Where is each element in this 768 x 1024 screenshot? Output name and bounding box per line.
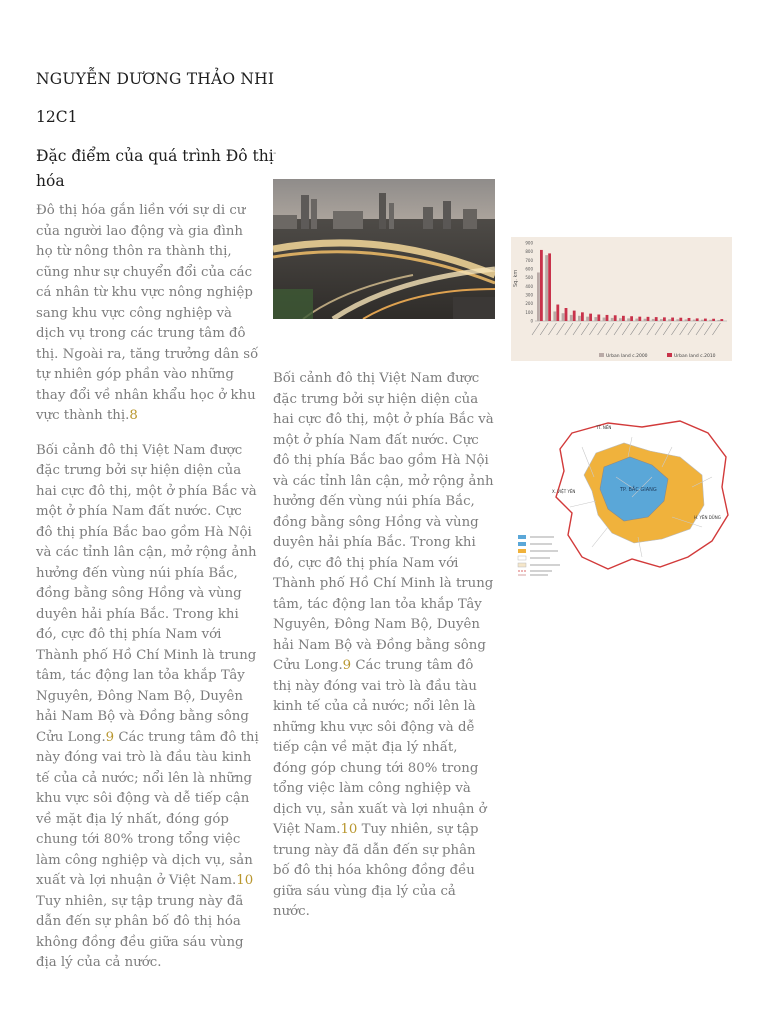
map-label-east: H. YÊN DŨNG <box>694 515 721 520</box>
paragraph-text: Các trung tâm đô thị này đóng vai trò là đầu tàu kinh tế của cả nước; nổi lên là những khu vực sôi động và dễ tiếp cận về mặt địa lý nhất, đóng góp chung tới 80% trong tổng việc làm công nghiệp và dịch vụ, sản xuất và lợi nhuận ở Việt Nam. <box>36 729 259 888</box>
legend-swatch-core <box>518 535 526 539</box>
chart-bar-2010 <box>573 311 576 321</box>
citation-link[interactable]: 9 <box>105 729 115 745</box>
city-photo-art <box>273 179 495 319</box>
chart-xtick-mark <box>663 323 671 335</box>
chart-bar-2000 <box>635 319 638 321</box>
paragraph-urban-poles-repeat <box>273 369 495 923</box>
chart-xtick-mark <box>573 323 581 335</box>
chart-ytick-label: 700 <box>525 257 533 263</box>
paragraph-urban-poles <box>36 441 262 974</box>
chart-xtick-mark <box>688 323 696 335</box>
chart-bar-2000 <box>562 313 565 321</box>
chart-xtick-mark <box>532 323 540 335</box>
chart-bars <box>532 250 723 335</box>
chart-ytick-label: 100 <box>525 309 533 315</box>
chart-xtick-mark <box>696 323 704 335</box>
chart-bar-2010 <box>548 253 551 321</box>
chart-bar-2010 <box>712 319 715 321</box>
chart-ytick-label: 800 <box>525 249 533 255</box>
chart-bar-2000 <box>685 319 688 321</box>
stray-mark: - <box>273 148 277 159</box>
chart-xtick-mark <box>557 323 565 335</box>
chart-bar-2010 <box>720 319 723 321</box>
chart-bar-2000 <box>693 320 696 321</box>
chart-xtick-mark <box>655 323 663 335</box>
map-legend <box>518 535 560 575</box>
chart-bar-2010 <box>540 250 543 321</box>
chart-xtick-mark <box>589 323 597 335</box>
chart-ytick-label: 300 <box>525 292 533 298</box>
legend-swatch-b <box>667 353 672 357</box>
chart-bar-2010 <box>630 316 633 321</box>
author-name: NGUYỄN DƯƠNG THẢO NHI <box>36 70 275 88</box>
chart-bar-2010 <box>597 315 600 322</box>
chart-bar-2000 <box>709 320 712 321</box>
chart-bar-2010 <box>655 317 658 321</box>
chart-bar-2010 <box>647 317 650 321</box>
chart-bar-2000 <box>537 272 540 321</box>
chart-xtick-mark <box>622 323 630 335</box>
chart-bar-2010 <box>565 308 568 321</box>
chart-bar-2000 <box>668 319 671 321</box>
chart-xtick-mark <box>548 323 556 335</box>
chart-bar-2010 <box>663 317 666 321</box>
chart-xtick-mark <box>704 323 712 335</box>
chart-xtick-mark <box>630 323 638 335</box>
chart-bar-2000 <box>652 319 655 321</box>
chart-bar-2000 <box>644 319 647 321</box>
legend-swatch-a <box>599 353 604 357</box>
chart-bar-2000 <box>611 318 614 321</box>
chart-xtick-mark <box>639 323 647 335</box>
citation-link[interactable]: 10 <box>236 873 254 888</box>
chart-bar-2000 <box>553 311 556 321</box>
chart-bar-2010 <box>679 318 682 321</box>
chart-bar-2010 <box>556 305 559 321</box>
chart-bar-2010 <box>606 315 609 321</box>
chart-xtick-mark <box>712 323 720 335</box>
chart-bar-2000 <box>660 319 663 321</box>
legend-swatch-core-2 <box>518 542 526 546</box>
chart-xtick-mark <box>565 323 573 335</box>
middle-column <box>273 369 495 937</box>
chart-bar-2000 <box>586 317 589 321</box>
legend-swatch-ring <box>518 549 526 553</box>
class-label: 12C1 <box>36 108 78 126</box>
chart-bar-2000 <box>717 320 720 321</box>
city-photo <box>273 179 495 319</box>
chart-ytick-label: 600 <box>525 266 533 272</box>
chart-xtick-mark <box>680 323 688 335</box>
citation-link[interactable]: 9 <box>342 658 352 673</box>
district-map <box>512 417 732 577</box>
map-label-north: TT. NẾN <box>596 425 612 430</box>
chart-bar-2000 <box>603 318 606 321</box>
legend-label-b: Urban land c.2010 <box>674 354 716 359</box>
chart-bar-2000 <box>545 255 548 321</box>
chart-xtick-mark <box>606 323 614 335</box>
chart-bar-2000 <box>619 318 622 321</box>
chart-xtick-mark <box>581 323 589 335</box>
chart-ytick-label: 400 <box>525 283 533 289</box>
chart-bar-2010 <box>638 317 641 321</box>
chart-ytick-label: 0 <box>530 318 533 324</box>
legend-swatch-outer <box>518 556 526 560</box>
chart-bar-2000 <box>627 318 630 321</box>
chart-ytick-label: 500 <box>525 275 533 281</box>
district-map-svg <box>512 417 732 577</box>
paragraph-text: Tuy nhiên, sự tập trung này đã dẫn đến sự phân bố đô thị hóa không đồng đều giữa sáu vùng địa lý của cả nước. <box>273 822 479 919</box>
chart-bar-2000 <box>570 315 573 321</box>
chart-xtick-mark <box>540 323 548 335</box>
chart-bar-2000 <box>578 316 581 321</box>
citation-link[interactable]: 10 <box>340 822 358 837</box>
chart-xtick-mark <box>647 323 655 335</box>
paragraph-text: Các trung tâm đô thị này đóng vai trò là đầu tàu kinh tế của cả nước; nổi lên là những khu vực sôi động và dễ tiếp cận về mặt địa lý nhất, đóng góp chung tới 80% trong tổng việc làm công nghiệp và dịch vụ, sản xuất và lợi nhuận ở Việt Nam. <box>273 658 487 837</box>
legend-swatch-other <box>518 563 526 567</box>
paragraph-text: Bối cảnh đô thị Việt Nam được đặc trưng bởi sự hiện diện của hai cực đô thị, một ở phía Bắc và một ở phía Nam đất nước. Cực đô thị phía Bắc bao gồm Hà Nội và các tỉnh lân cận, mở rộng ảnh hưởng đến vùng núi phía Bắc, đồng bằng sông Hồng và vùng duyên hải phía Bắc. Trong khi đó, cực đô thị phía Nam với Thành phố Hồ Chí Minh là trung tâm, tác động lan tỏa khắp Tây Nguyên, Đông Nam Bộ, Duyên hải Nam Bộ và Đồng bằng sông Cửu Long. <box>36 442 257 745</box>
chart-bar-2000 <box>676 319 679 321</box>
chart-bar-2010 <box>589 314 592 321</box>
paragraph-migration <box>36 201 262 427</box>
chart-yticks <box>525 241 533 324</box>
chart-bar-2010 <box>704 319 707 321</box>
chart-bar-2010 <box>581 312 584 321</box>
paragraph-text: Tuy nhiên, sự tập trung này đã dẫn đến sự phân bố đô thị hóa không đồng đều giữa sáu vùng địa lý của cả nước. <box>36 893 244 970</box>
legend-label-a: Urban land c.2000 <box>606 354 648 359</box>
chart-ytick-label: 900 <box>525 240 533 246</box>
citation-link[interactable]: 8 <box>129 408 138 423</box>
map-label-center: TP. BẮC GIANG <box>620 487 657 493</box>
chart-ylabel: Sq. km <box>513 269 519 287</box>
chart-xtick-mark <box>614 323 622 335</box>
chart-bar-2000 <box>594 317 597 321</box>
chart-bar-2010 <box>614 315 617 321</box>
chart-bar-2010 <box>696 318 699 321</box>
chart-bar-2010 <box>688 318 691 321</box>
paragraph-text: Đô thị hóa gắn liền với sự di cư của người lao động và gia đình họ từ nông thôn ra thành thị, cũng như sự chuyển đổi của các cá nhân từ khu vực nông nghiệp sang khu vực công nghiệp và dịch vụ trong các trung tâm đô thị. Ngoài ra, tăng trưởng dân số tự nhiên góp phần vào những thay đổi về nhân khẩu học ở khu vực thành thị. <box>36 203 259 423</box>
map-label-west: X. VIỆT YÊN <box>552 489 576 494</box>
section-heading: Đặc điểm của quá trình Đô thị hóa <box>36 147 274 190</box>
urban-land-chart <box>511 237 732 361</box>
chart-xtick-mark <box>598 323 606 335</box>
chart-bar-2000 <box>701 320 704 321</box>
chart-bar-2010 <box>622 316 625 321</box>
chart-bar-2010 <box>671 318 674 321</box>
urban-land-chart-svg <box>511 237 732 361</box>
chart-xtick-mark <box>671 323 679 335</box>
left-column <box>36 201 262 988</box>
paragraph-text: Bối cảnh đô thị Việt Nam được đặc trưng bởi sự hiện diện của hai cực đô thị, một ở phía Bắc và một ở phía Nam đất nước. Cực đô thị phía Bắc bao gồm Hà Nội và các tỉnh lân cận, mở rộng ảnh hưởng đến vùng núi phía Bắc, đồng bằng sông Hồng và vùng duyên hải phía Bắc. Trong khi đó, cực đô thị phía Nam với Thành phố Hồ Chí Minh là trung tâm, tác động lan tỏa khắp Tây Nguyên, Đông Nam Bộ, Duyên hải Nam Bộ và Đồng bằng sông Cửu Long. <box>273 371 494 673</box>
chart-ytick-label: 200 <box>525 301 533 307</box>
